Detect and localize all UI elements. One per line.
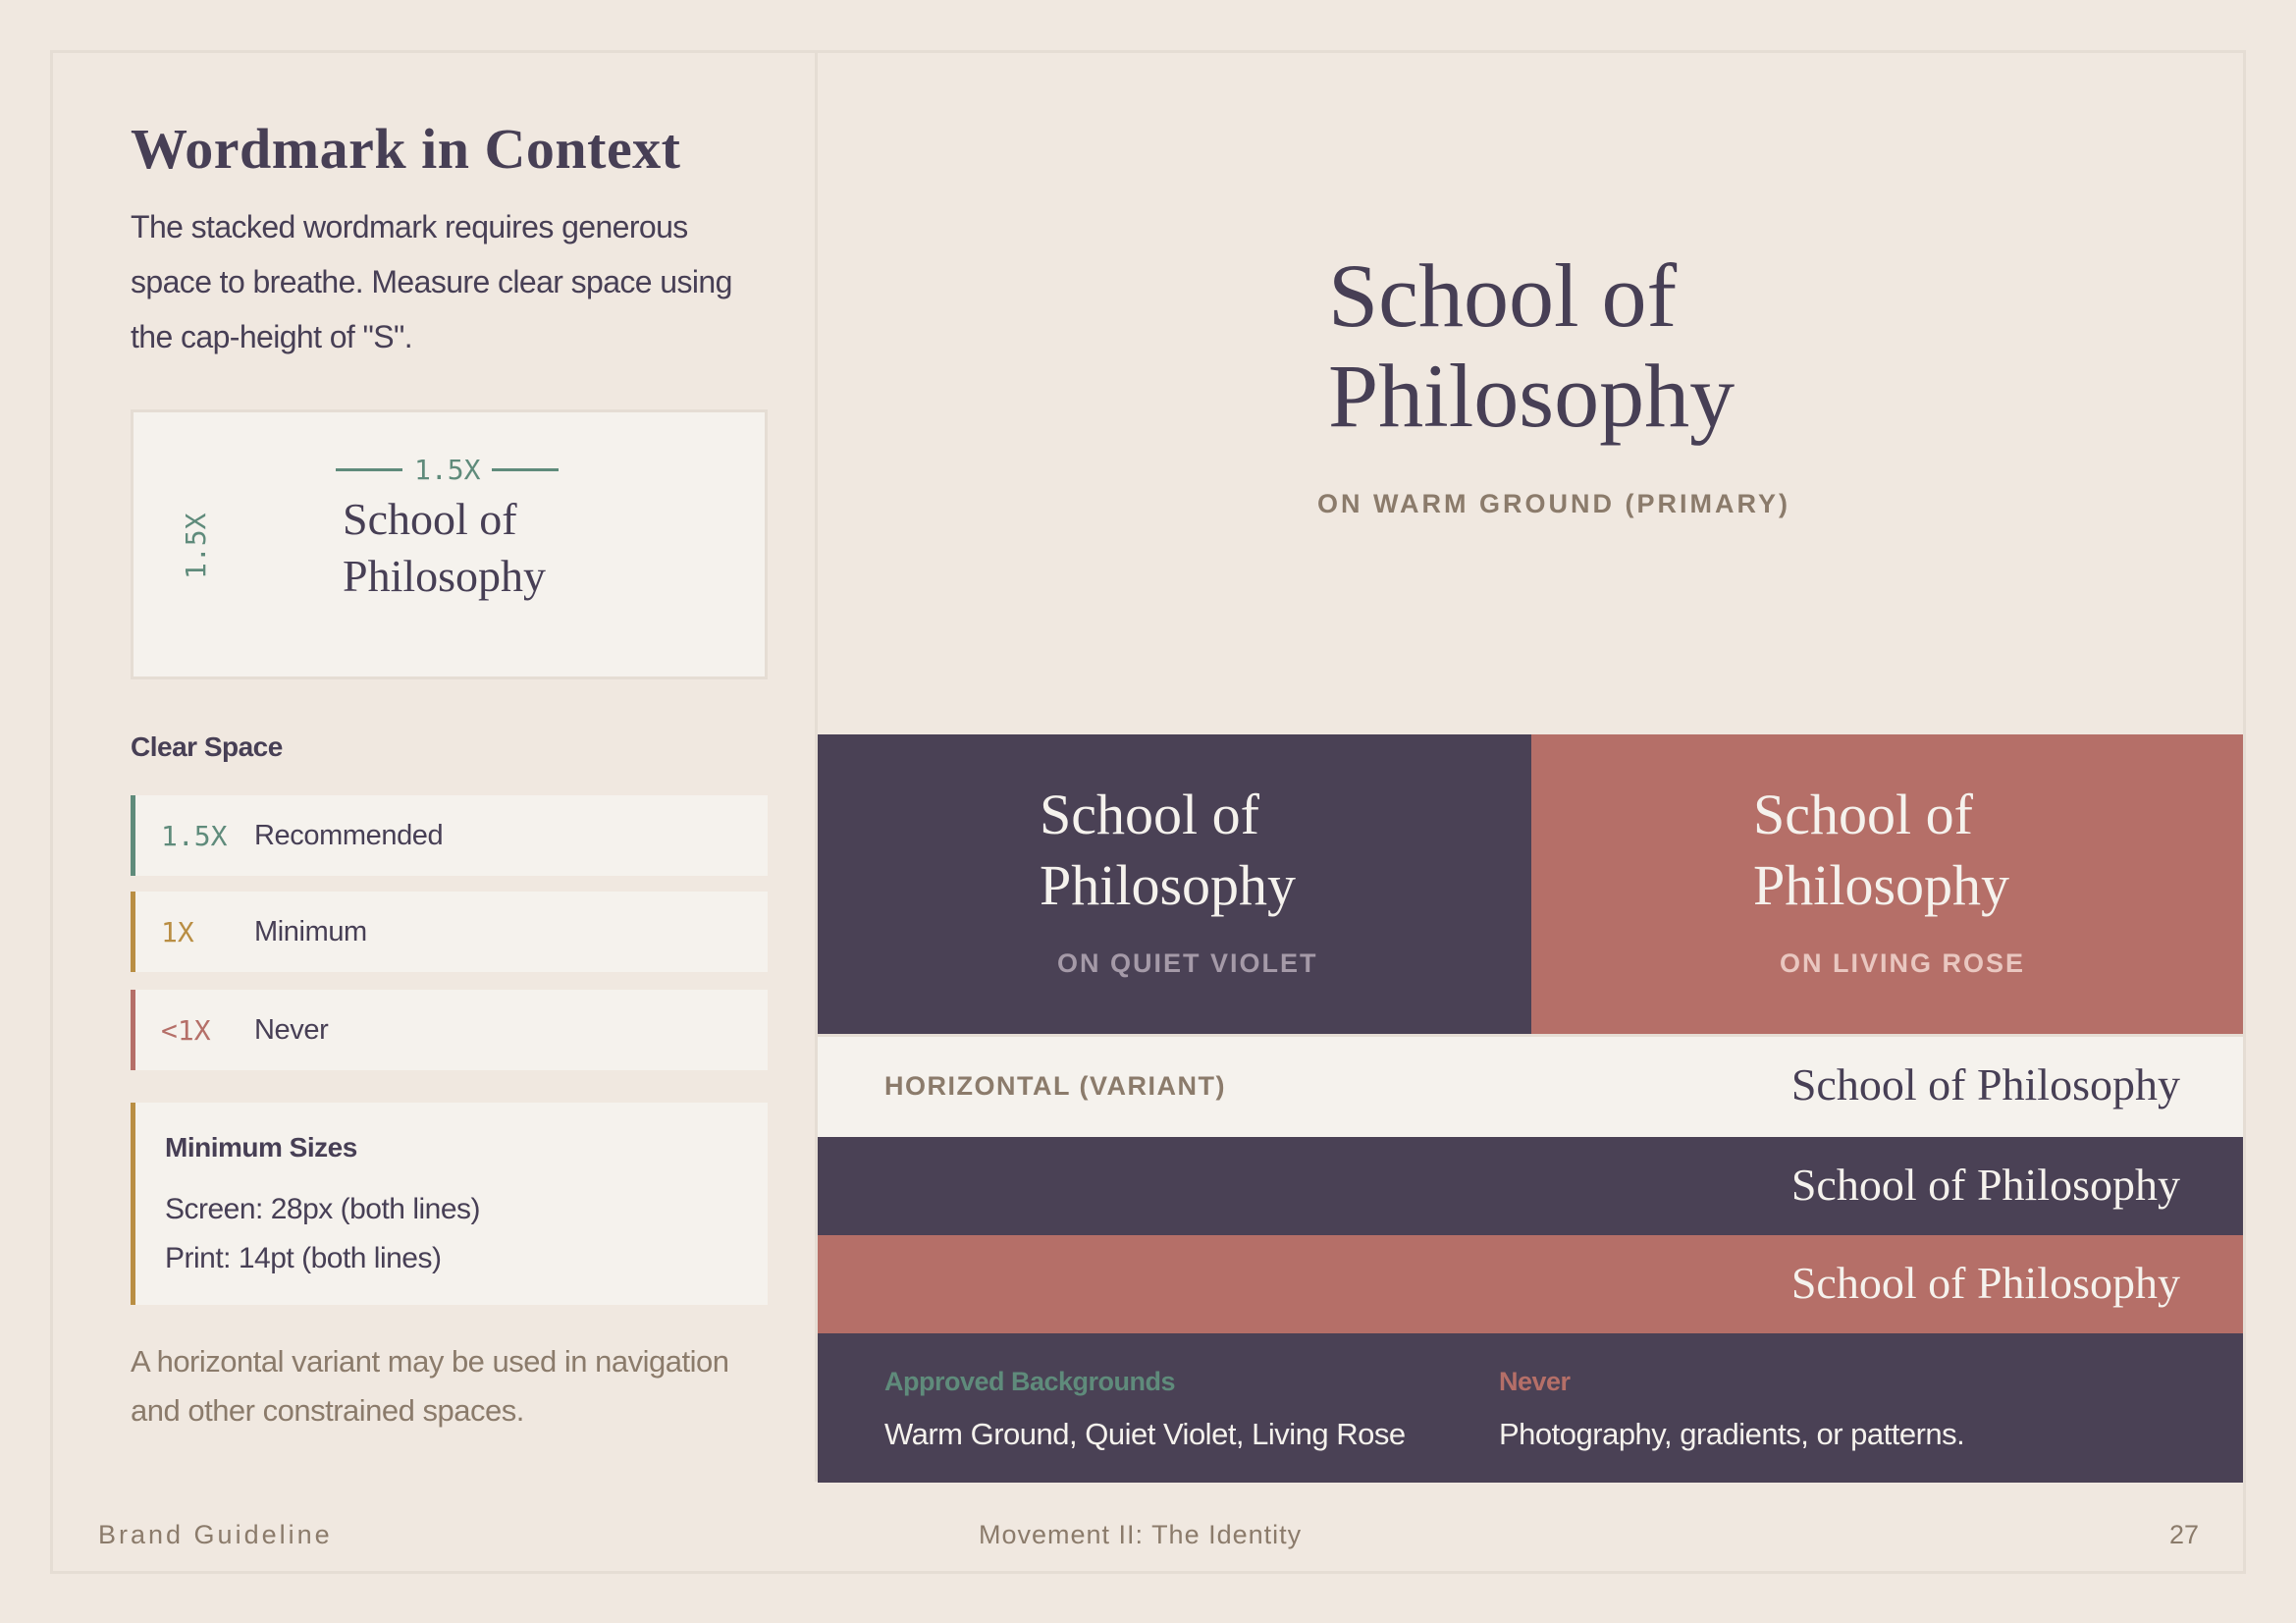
approved-heading: Approved Backgrounds (884, 1367, 1176, 1396)
horizontal-wordmark-violet: School of Philosophy (1790, 1160, 2180, 1210)
wordmark-line-2: Philosophy (1328, 346, 1735, 446)
clear-space-label: Never (254, 1013, 329, 1046)
clear-space-row-recommended (131, 795, 768, 876)
intro-text: The stacked wordmark requires generous space to breathe. Measure clear space using the cap-height of "S". (131, 209, 732, 354)
wordmark-line-2: Philosophy (1753, 853, 2010, 917)
wordmark-line-2: Philosophy (1040, 853, 1297, 917)
approved-text: Warm Ground, Quiet Violet, Living Rose (884, 1417, 1406, 1451)
never-text: Photography, gradients, or patterns. (1499, 1417, 1965, 1451)
clear-space-value: 1X (161, 915, 194, 948)
clear-space-value: <1X (161, 1013, 211, 1047)
wordmark-line-1: School of (1040, 783, 1259, 846)
wordmark-line-1: School of (1753, 783, 1973, 846)
clear-space-heading: Clear Space (131, 731, 283, 762)
rose-background-sample (1531, 734, 2243, 1034)
approved-backgrounds (884, 1367, 1406, 1452)
horizontal-variant-rose (818, 1235, 2243, 1333)
horizontal-variant-note: A horizontal variant may be used in navigation and other constrained spaces. (131, 1344, 729, 1428)
minimum-size-screen: Screen: 28px (both lines) (165, 1193, 481, 1225)
primary-caption: ON WARM GROUND (PRIMARY) (1317, 489, 1790, 518)
diagram-wordmark (343, 491, 546, 605)
footer-section-title: Movement II: The Identity (979, 1520, 1303, 1549)
horizontal-clearance-label: 1.5X (414, 454, 481, 486)
clear-space-row-minimum (131, 892, 768, 972)
wordmark-line-1: School of (343, 494, 517, 544)
minimum-sizes-heading: Minimum Sizes (165, 1132, 357, 1163)
rose-wordmark (1753, 780, 2009, 921)
primary-wordmark (1328, 245, 1735, 446)
clear-space-label: Recommended (254, 819, 444, 851)
page-number: 27 (2169, 1520, 2200, 1549)
violet-background-sample (818, 734, 1531, 1034)
footer-document-title: Brand Guideline (98, 1520, 333, 1549)
vertical-clearance-label: 1.5X (180, 513, 212, 579)
clear-space-row-never (131, 990, 768, 1070)
horizontal-variant-light (818, 1037, 2243, 1137)
horizontal-wordmark-light: School of Philosophy (1790, 1059, 2180, 1109)
clear-space-label: Minimum (254, 915, 367, 947)
minimum-size-print: Print: 14pt (both lines) (165, 1242, 442, 1274)
violet-wordmark (1040, 780, 1296, 921)
violet-caption: ON QUIET VIOLET (1057, 948, 1318, 978)
horizontal-variant-label: HORIZONTAL (VARIANT) (884, 1071, 1226, 1101)
horizontal-variant-violet (818, 1137, 2243, 1235)
clearance-line-left (336, 468, 402, 471)
background-rules-panel (818, 1333, 2243, 1483)
minimum-sizes-card (131, 1103, 768, 1305)
page-title: Wordmark in Context (131, 117, 681, 181)
wordmark-line-2: Philosophy (343, 551, 547, 601)
horizontal-wordmark-rose: School of Philosophy (1790, 1258, 2180, 1308)
never-heading: Never (1499, 1367, 1571, 1396)
wordmark-line-1: School of (1328, 245, 1678, 346)
never-backgrounds (1499, 1367, 1964, 1452)
horizontal-clearance-marker (336, 454, 559, 486)
clearance-line-right (492, 468, 559, 471)
rose-caption: ON LIVING ROSE (1780, 948, 2026, 978)
clear-space-value: 1.5X (161, 819, 228, 852)
